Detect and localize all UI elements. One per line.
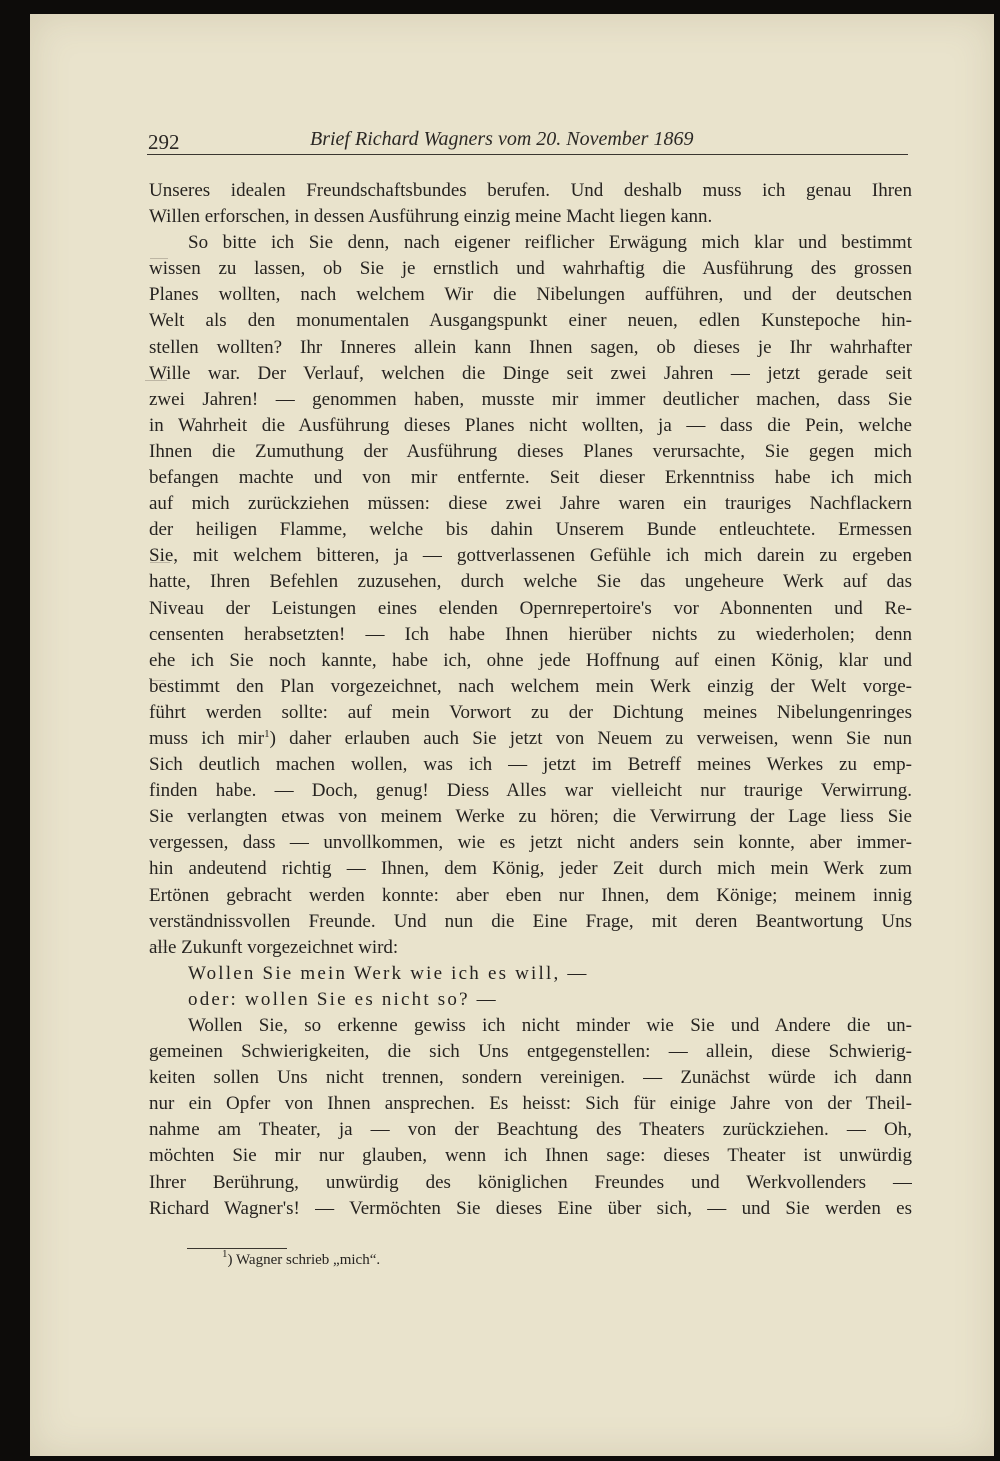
page-number: 292 <box>148 130 180 154</box>
text-line: der heiligen Flamme, welche bis dahin Unserem Bunde entleuchtete. Ermessen <box>149 519 912 541</box>
running-title: Brief Richard Wagners vom 20. November 1869 <box>310 128 694 150</box>
text-line: Unseres idealen Freundschaftsbundes berufen. Und deshalb muss ich genau Ihren <box>149 180 912 201</box>
text-line: zwei Jahren! — genommen haben, musste mir immer deutlicher machen, dass Sie <box>149 388 912 410</box>
text-line-with-footnote-ref <box>149 726 912 752</box>
body-text <box>149 178 912 1222</box>
text-line: Ertönen gebracht werden konnte: aber eben nur Ihnen, dem Könige; meinem innig <box>149 884 912 906</box>
text-line: Wille war. Der Verlauf, welchen die Dinge seit zwei Jahren — jetzt gerade seit <box>149 362 912 384</box>
text-line: Sie, mit welchem bitteren, ja — gottverlassenen Gefühle ich mich darein zu ergeben <box>149 545 912 567</box>
text-line: bestimmt den Plan vorgezeichnet, nach welchem mein Werk einzig der Welt vorge- <box>149 675 912 697</box>
text-line: censenten herabsetzten! — Ich habe Ihnen hierüber nichts zu wiederholen; denn <box>149 623 912 645</box>
footnote-marker: 1 <box>222 1248 228 1260</box>
text-line: befangen machte und von mir entfernte. Seit dieser Erkenntniss habe ich mich <box>149 467 912 489</box>
text-line: Wollen Sie, so erkenne gewiss ich nicht minder wie Sie und Andere die un- <box>188 1015 912 1036</box>
text-line: alle Zukunft vorgezeichnet wird: <box>149 936 399 958</box>
text-line: Sie verlangten etwas von meinem Werke zu hören; die Verwirrung der Lage liess Sie <box>149 806 912 828</box>
text-line: verständnissvollen Freunde. Und nun die Eine Frage, mit deren Beantwortung Uns <box>149 910 912 932</box>
text-line: nahme am Theater, ja — von der Beachtung des Theaters zurückziehen. — Oh, <box>149 1119 912 1141</box>
text-line: Ihrer Berührung, unwürdig des königlichen Freundes und Werkvollenders — <box>149 1171 912 1193</box>
text-line: ehe ich Sie noch kannte, habe ich, ohne jede Hoffnung auf einen König, klar und <box>149 649 912 671</box>
text-line: Planes wollten, nach welchem Wir die Nibelungen aufführen, und der deutschen <box>149 284 912 306</box>
footnote <box>222 1248 381 1269</box>
text-line: wissen zu lassen, ob Sie je ernstlich und wahrhaftig die Ausführung des grossen <box>149 258 912 280</box>
text-line: Wollen Sie mein Werk wie ich es will, — <box>188 962 589 984</box>
text-line: finden habe. — Doch, genug! Diess Alles war vielleicht nur traurige Verwirrung. <box>149 780 912 802</box>
text-line: möchten Sie mir nur glauben, wenn ich Ihnen sage: dieses Theater ist unwürdig <box>149 1145 912 1167</box>
footnote-rule <box>187 1248 287 1249</box>
running-header <box>147 116 908 155</box>
text-line: Willen erforschen, in dessen Ausführung einzig meine Macht liegen kann. <box>149 206 713 228</box>
footnote-ref: 1 <box>264 727 270 740</box>
text-segment: ) daher erlauben auch Sie jetzt von Neuem zu verweisen, wenn Sie nun <box>269 727 912 749</box>
text-line: stellen wollten? Ihr Inneres allein kann Ihnen sagen, ob dieses je Ihr wahrhafter <box>149 336 912 358</box>
text-segment: muss ich mir <box>149 727 265 749</box>
text-line: in Wahrheit die Ausführung dieses Planes nicht wollten, ja — dass die Pein, welche <box>149 414 912 436</box>
text-line: oder: wollen Sie es nicht so? — <box>188 988 498 1010</box>
text-line: Ihnen die Zumuthung der Ausführung dieses Planes verursachte, Sie gegen mich <box>149 440 912 462</box>
text-line: gemeinen Schwierigkeiten, die sich Uns entgegenstellen: — allein, diese Schwierig- <box>149 1041 912 1063</box>
text-line: Niveau der Leistungen eines elenden Opernrepertoire's vor Abonnenten und Re- <box>149 597 912 619</box>
text-line: vergessen, dass — unvollkommen, wie es jetzt nicht anders sein konnte, aber immer- <box>149 832 912 854</box>
text-line: führt werden sollte: auf mein Vorwort zu der Dichtung meines Nibelungenringes <box>149 701 912 723</box>
text-line: Welt als den monumentalen Ausgangspunkt einer neuen, edlen Kunstepoche hin- <box>149 310 912 332</box>
text-line: hatte, Ihren Befehlen zuzusehen, durch welche Sie das ungeheure Werk auf das <box>149 571 912 593</box>
text-line: Richard Wagner's! — Vermöchten Sie dieses Eine über sich, — und Sie werden es <box>149 1197 912 1219</box>
footnote-text: ) Wagner schrieb „mich“. <box>227 1252 381 1268</box>
text-line: So bitte ich Sie denn, nach eigener reiflicher Erwägung mich klar und bestimmt <box>188 232 912 254</box>
text-line: auf mich zurückziehen müssen: diese zwei Jahre waren ein trauriges Nachflackern <box>149 493 912 515</box>
text-line: keiten sollen Uns nicht trennen, sondern vereinigen. — Zunächst würde ich dann <box>149 1067 912 1089</box>
text-line: nur ein Opfer von Ihnen ansprechen. Es heisst: Sich für einige Jahre von der Theil- <box>149 1093 912 1115</box>
text-line: Sich deutlich machen wollen, was ich — jetzt im Betreff meines Werkes zu emp- <box>149 754 912 776</box>
text-line: hin andeutend richtig — Ihnen, dem König, jeder Zeit durch mich mein Werk zum <box>149 858 912 880</box>
